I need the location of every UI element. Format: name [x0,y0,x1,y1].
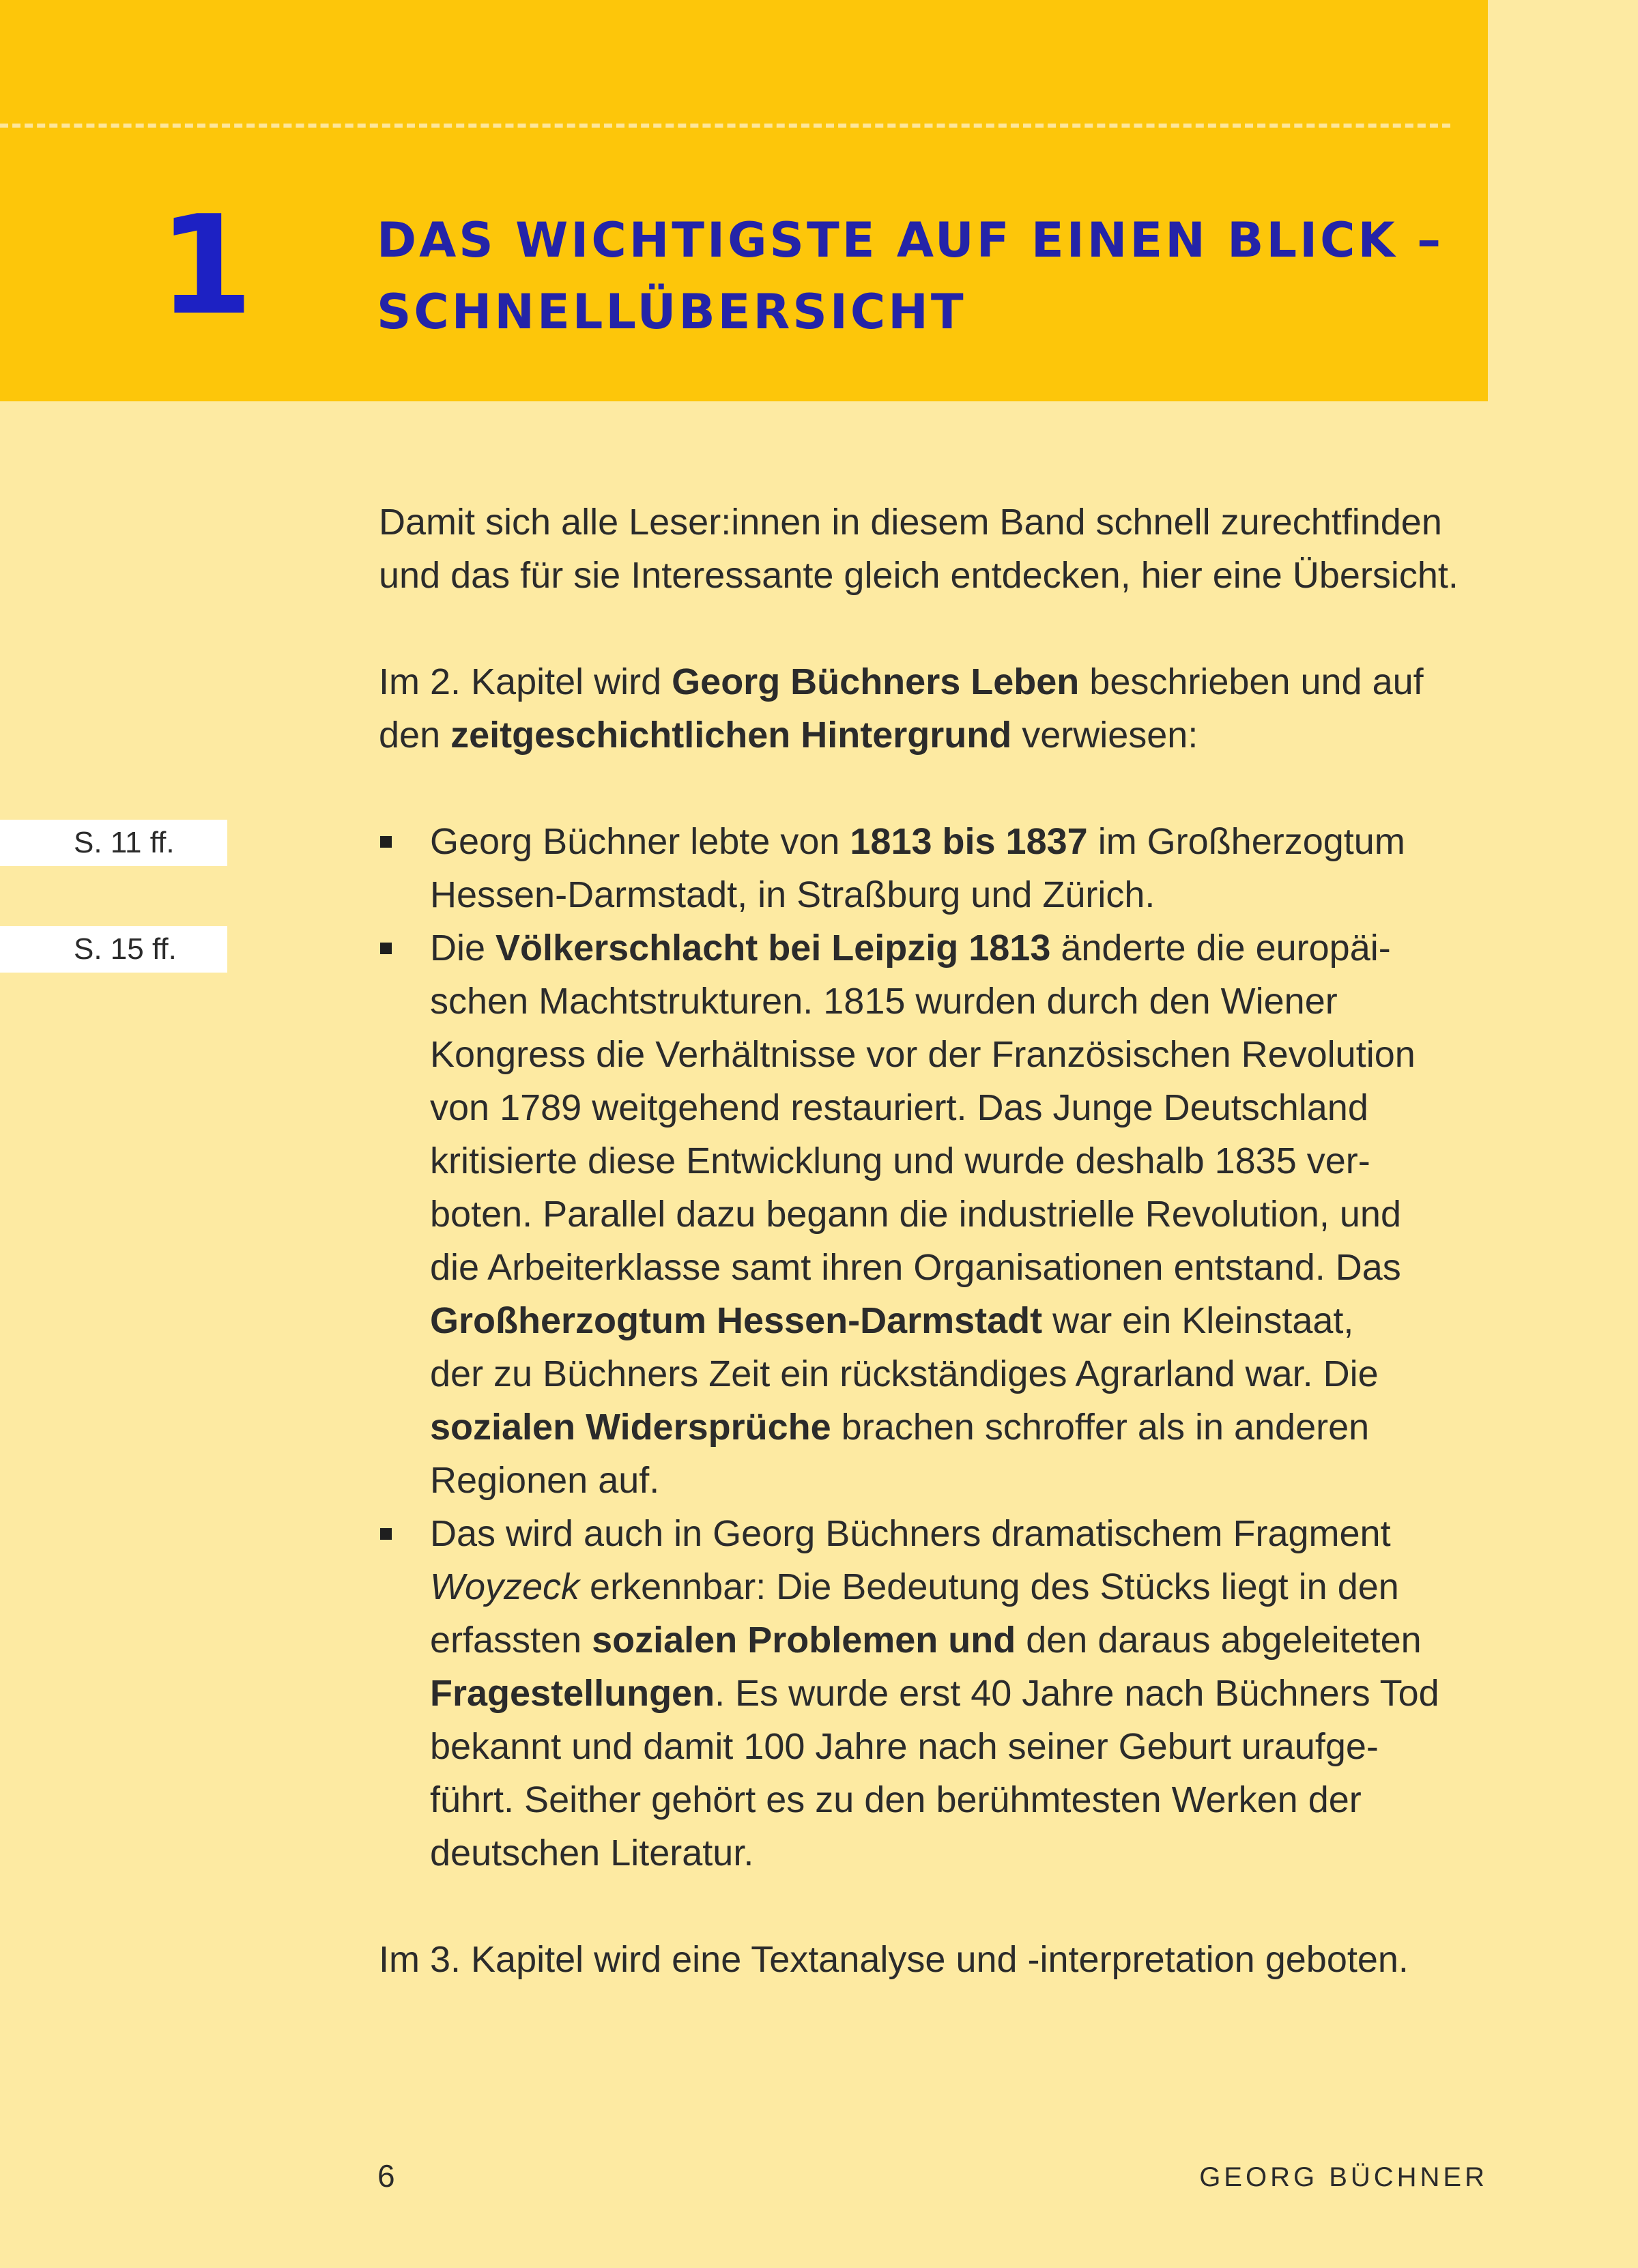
text-line: von 1789 weitgehend restauriert. Das Junge Deutschland [430,1087,1368,1128]
chapter-title-line-1: DAS WICHTIGSTE AUF EINEN BLICK – [377,212,1444,268]
bold-text: Fragestellungen [430,1673,715,1714]
text-line [430,1667,1498,1720]
text-run: . Es wurde erst 40 Jahre nach Büchners Tod [715,1673,1439,1714]
text-line: Hessen-Darmstadt, in Straßburg und Zürich. [430,874,1155,915]
text-run: verwiesen: [1011,715,1198,756]
text-run: Im 2. Kapitel wird [379,661,672,702]
margin-note-text: S. 11 ff. [74,826,175,859]
italic-title: Woyzeck [430,1566,580,1607]
chapter-number: 1 [158,186,254,345]
bullet-item-life [379,815,1498,921]
bold-text: 1813 bis 1837 [850,821,1088,862]
text-line: schen Machtstrukturen. 1815 wurden durch den Wiener [430,981,1338,1022]
square-bullet-icon [380,943,392,954]
main-text [379,496,1498,2039]
text-run: war ein Kleinstaat, [1042,1300,1354,1341]
chapter-3-paragraph [379,1933,1498,1986]
bold-text: Georg Büchners Leben [672,661,1080,702]
text-run: Georg Büchner lebte von [430,821,850,862]
text-line [430,1560,1498,1613]
text-run: erkennbar: Die Bedeutung des Stücks liegt in den [579,1566,1399,1607]
text-line [430,921,1498,975]
text-line: kritisierte diese Entwicklung und wurde deshalb 1835 ver- [430,1140,1370,1181]
margin-note-page-ref-2 [0,926,227,973]
text-run: beschrieben und auf [1079,661,1424,702]
chapter-title [377,205,1444,348]
text-line [430,1613,1498,1667]
text-line [379,655,1498,708]
text-line [430,815,1498,868]
text-line: bekannt und damit 100 Jahre nach seiner Geburt uraufge- [430,1726,1379,1767]
text-line [430,1401,1498,1454]
running-title: GEORG BÜCHNER [1199,2162,1488,2192]
text-line: deutschen Literatur. [430,1833,754,1874]
text-line: Im 3. Kapitel wird eine Textanalyse und -interpretation geboten. [379,1939,1409,1980]
chapter-header-band [0,0,1488,401]
bullet-item-history [379,921,1498,1507]
header-dashed-divider [0,124,1450,128]
text-line: führt. Seither gehört es zu den berühmtesten Werken der [430,1779,1362,1820]
text-line: Damit sich alle Leser:innen in diesem Band schnell zurechtfinden [379,502,1442,543]
bold-text: sozialen Problemen und [592,1620,1016,1661]
margin-note-text: S. 15 ff. [74,932,177,966]
margin-note-page-ref-1 [0,820,227,866]
text-run: im Großherzogtum [1087,821,1405,862]
text-run: den [379,715,451,756]
intro-paragraph [379,496,1498,602]
square-bullet-icon [380,1528,392,1540]
square-bullet-icon [380,836,392,848]
text-line: Das wird auch in Georg Büchners dramatischem Fragment [430,1513,1391,1554]
text-line: und das für sie Interessante gleich entdecken, hier eine Übersicht. [379,555,1459,596]
page-number: 6 [377,2158,395,2194]
bold-text: zeitgeschichtlichen Hintergrund [450,715,1012,756]
text-run: brachen schroffer als in anderen [831,1407,1370,1448]
text-line: der zu Büchners Zeit ein rückständiges Agrarland war. Die [430,1353,1379,1394]
text-line: boten. Parallel dazu begann die industrielle Revolution, und [430,1194,1401,1235]
chapter-title-line-2: SCHNELLÜBERSICHT [377,284,966,340]
bold-text: sozialen Widersprüche [430,1407,831,1448]
text-run: Die [430,928,496,968]
bullet-list [379,815,1498,1880]
bold-text: Großherzogtum Hessen-Darmstadt [430,1300,1043,1341]
text-line [379,708,1498,762]
text-line [430,1294,1498,1347]
text-run: änderte die europäi- [1050,928,1391,968]
text-line: die Arbeiterklasse samt ihren Organisationen entstand. Das [430,1247,1401,1288]
text-line: Regionen auf. [430,1460,660,1501]
bullet-item-woyzeck [379,1507,1498,1880]
text-line: Kongress die Verhältnisse vor der Französischen Revolution [430,1034,1416,1075]
text-run: den daraus abgeleiteten [1016,1620,1422,1661]
bold-text: Völkerschlacht bei Leipzig 1813 [495,928,1051,968]
text-run: erfassten [430,1620,592,1661]
chapter-2-paragraph [379,655,1498,762]
